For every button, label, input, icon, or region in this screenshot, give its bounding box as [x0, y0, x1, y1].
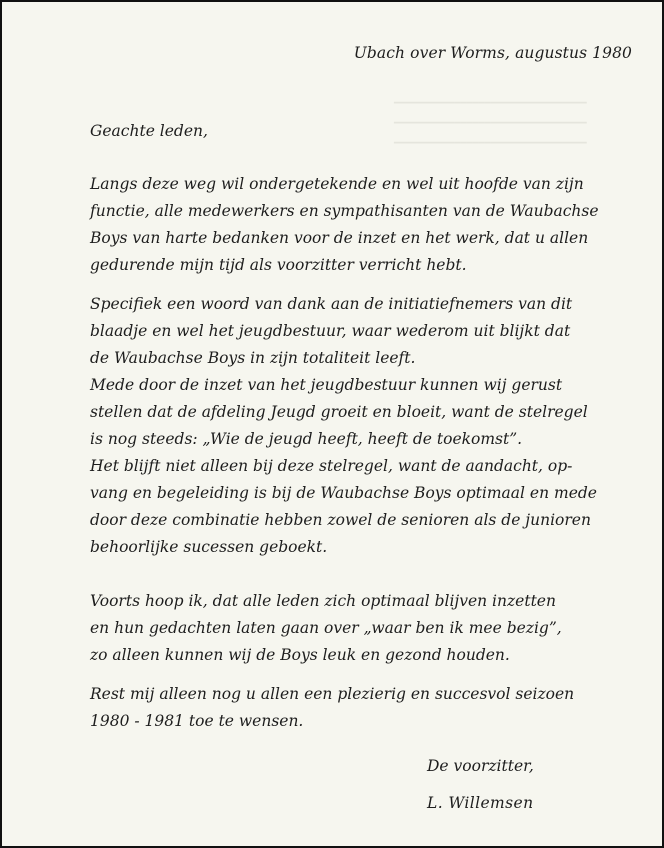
text-line: Langs deze weg wil ondergetekende en wel uit hoofde van zijn: [90, 175, 584, 193]
text-line: Rest mij alleen nog u allen een plezierig en succesvol seizoen: [90, 685, 575, 703]
text-line: gedurende mijn tijd als voorzitter verricht hebt.: [90, 256, 467, 274]
text-line: en hun gedachten laten gaan over „waar ben ik mee bezig”,: [90, 619, 562, 637]
paragraph-members: [90, 588, 650, 669]
text-line: de Waubachse Boys in zijn totaliteit leeft.: [90, 349, 416, 367]
paragraph-spacer: [90, 669, 650, 681]
salutation: Geachte leden,: [90, 122, 208, 140]
text-line: Specifiek een woord van dank aan de initiatiefnemers van dit: [90, 295, 573, 313]
text-line: blaadje en wel het jeugdbestuur, waar wederom uit blijkt dat: [90, 322, 571, 340]
text-line: Voorts hoop ik, dat alle leden zich optimaal blijven inzetten: [90, 592, 556, 610]
text-line: behoorlijke sucessen geboekt.: [90, 538, 328, 556]
text-line: zo alleen kunnen wij de Boys leuk en gezond houden.: [90, 646, 510, 664]
signatory-name: L. Willemsen: [427, 794, 534, 812]
paragraph-thanks: [90, 171, 650, 279]
reverse-side-bleed-through: ━━━━━━━━━━━━━━━━━━━━━━━━━━━━━━━━: [394, 118, 587, 129]
text-line: Het blijft niet alleen bij deze stelregel, want de aandacht, op-: [90, 457, 573, 475]
text-line: stellen dat de afdeling Jeugd groeit en bloeit, want de stelregel: [90, 403, 588, 421]
reverse-side-bleed-through: ━━━━━━━━━━━━━━━━━━━━━━━━━━━━━━━━: [394, 138, 587, 149]
text-line: Boys van harte bedanken voor de inzet en het werk, dat u allen: [90, 229, 589, 247]
closing-role: De voorzitter,: [427, 757, 534, 775]
reverse-side-bleed-through: ━━━━━━━━━━━━━━━━━━━━━━━━━━━━━━━━: [394, 98, 587, 109]
paragraph-spacer: [90, 561, 650, 588]
text-line: 1980 - 1981 toe te wensen.: [90, 712, 304, 730]
paragraph-youth-board: [90, 291, 650, 561]
text-line: door deze combinatie hebben zowel de senioren als de junioren: [90, 511, 591, 529]
letter-body: [90, 171, 650, 735]
text-line: is nog steeds: „Wie de jeugd heeft, heeft de toekomst”.: [90, 430, 523, 448]
paragraph-spacer: [90, 279, 650, 291]
dateline: Ubach over Worms, augustus 1980: [353, 44, 632, 62]
text-line: functie, alle medewerkers en sympathisanten van de Waubachse: [90, 202, 599, 220]
paragraph-season-wishes: [90, 681, 650, 735]
text-line: Mede door de inzet van het jeugdbestuur kunnen wij gerust: [90, 376, 563, 394]
text-line: vang en begeleiding is bij de Waubachse Boys optimaal en mede: [90, 484, 597, 502]
